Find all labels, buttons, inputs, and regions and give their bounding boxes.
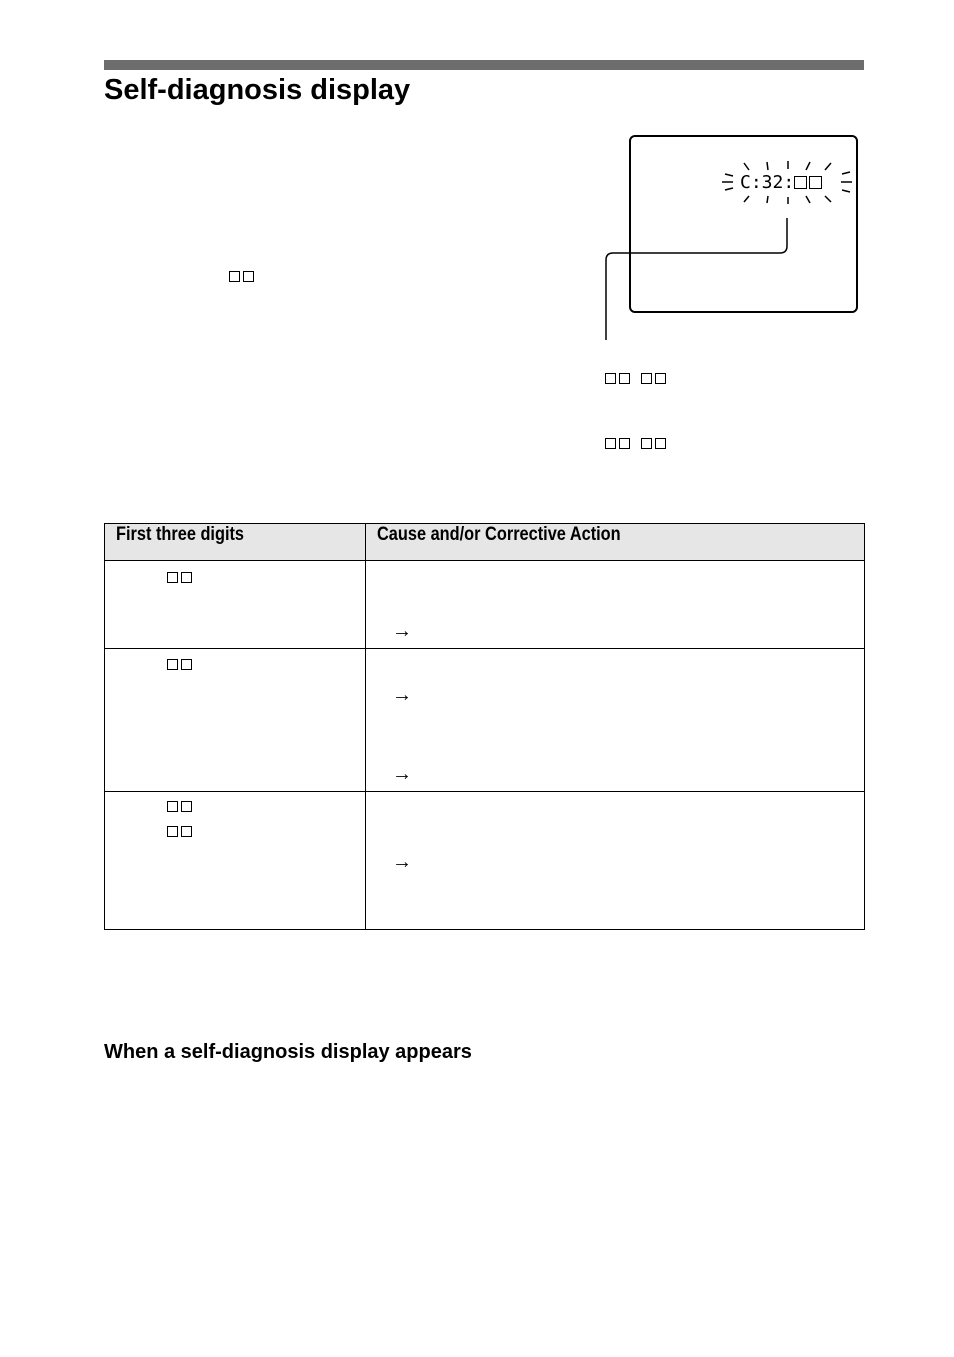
digits-cell: [105, 792, 366, 930]
digit-box-icon: [181, 826, 192, 837]
cause-cell: [366, 561, 865, 649]
digit-box-icon: [619, 438, 630, 449]
table-row: [105, 561, 865, 649]
table-header-row: [105, 524, 865, 561]
digit-box-icon: [641, 373, 652, 384]
digits-cell: [105, 561, 366, 649]
arrow-icon: →: [392, 851, 412, 873]
digit-box-icon: [641, 438, 652, 449]
column-header-digits: First three digits: [105, 524, 366, 561]
digit-boxes: [167, 659, 195, 670]
digit-box-icon: [181, 659, 192, 670]
digit-boxes: [167, 572, 195, 583]
digit-box-icon: [181, 572, 192, 583]
digit-box-icon: [181, 801, 192, 812]
digit-box-icon: [619, 373, 630, 384]
section-subheading: When a self-diagnosis display appears: [104, 1041, 472, 1063]
page-title: Self-diagnosis display: [104, 74, 411, 106]
digit-box-icon: [655, 373, 666, 384]
self-diagnosis-table: [104, 523, 865, 930]
table-row: [105, 649, 865, 792]
arrow-icon: →: [392, 684, 412, 706]
digits-cell: [105, 649, 366, 792]
digit-boxes: [167, 826, 195, 837]
callout-digits-2: [605, 438, 669, 449]
digit-box-icon: [605, 373, 616, 384]
cause-cell: [366, 792, 865, 930]
digit-box-icon: [605, 438, 616, 449]
arrow-icon: →: [392, 620, 412, 642]
code-text: C:32:: [740, 172, 795, 193]
digit-box-icon: [167, 801, 178, 812]
column-header-cause: Cause and/or Corrective Action: [366, 524, 865, 561]
arrow-icon: →: [392, 763, 412, 785]
digit-box-icon: [655, 438, 666, 449]
callout-digits-1: [605, 373, 669, 384]
digit-box-icon: [167, 826, 178, 837]
cause-cell: [366, 649, 865, 792]
blink-and-leader-lines: [0, 0, 954, 500]
digit-boxes: [167, 801, 195, 812]
digit-box-icon: [167, 659, 178, 670]
digit-box-icon: [167, 572, 178, 583]
table-row: [105, 792, 865, 930]
